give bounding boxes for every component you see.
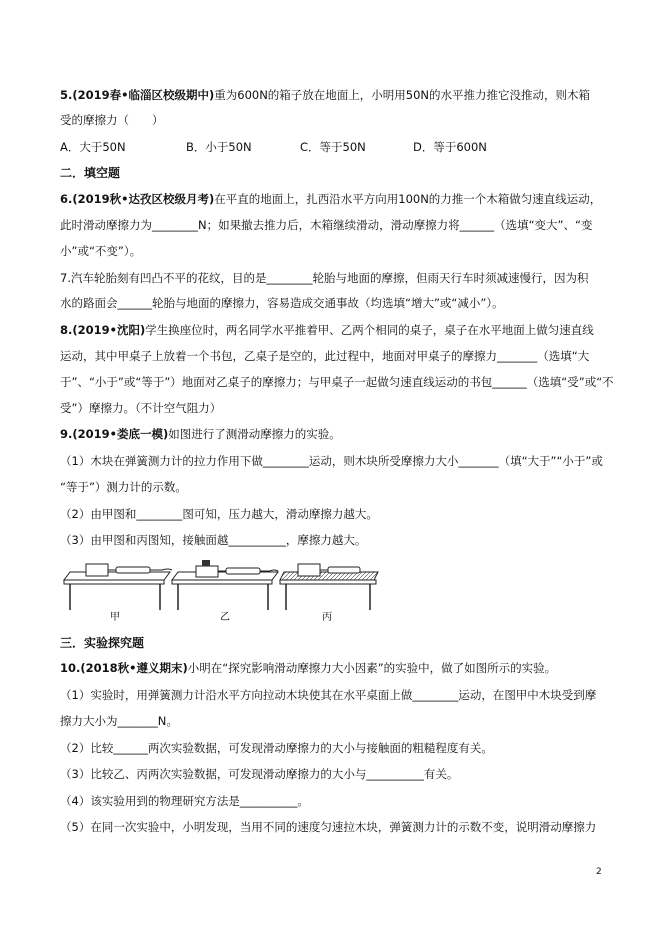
q9-line1 xyxy=(60,427,341,441)
q8-line2: 运动，其中甲桌子上放着一个书包，乙桌子是空的，此过程中，地面对甲桌子的摩擦力_______（选填“大 xyxy=(60,349,590,363)
q10-line1 xyxy=(60,661,556,675)
q5-text: 重为600N的箱子放在地面上，小明用50N的水平推力推它没推动，则木箱 xyxy=(214,88,591,102)
q7-line2: 水的路面会______轮胎与地面的摩擦力，容易造成交通事故（均选填“增大”或“减小”）。 xyxy=(60,296,504,310)
q6-line3: 小”或“不变”）。 xyxy=(60,244,142,258)
wood-block-jia xyxy=(86,564,108,576)
q10-number: 10. xyxy=(60,661,81,675)
q6-source: (2019秋•达孜区校级月考) xyxy=(72,192,215,206)
q9-line3: “等于”）测力计的示数。 xyxy=(60,480,187,494)
q5-source: (2019春•临淄区校级期中) xyxy=(72,88,215,102)
panel-bing-setup xyxy=(280,564,378,610)
q9-line5: （3）由甲图和丙图知，接触面越__________，摩擦力越大。 xyxy=(60,533,367,547)
wood-block-yi xyxy=(196,566,218,577)
q5-number: 5. xyxy=(60,88,73,102)
figure-label-jia: 甲 xyxy=(110,612,120,623)
q9-source: (2019•娄底一模) xyxy=(72,427,169,441)
q5-line1 xyxy=(60,88,590,102)
q10-line2: （1）实验时，用弹簧测力计沿水平方向拉动木块使其在水平桌面上做________运动，在图甲中木块受到摩 xyxy=(60,688,597,702)
q8-text: 学生换座位时，两名同学水平推着甲、乙两个相同的桌子，桌子在水平地面上做匀速直线 xyxy=(145,323,594,337)
q6-number: 6. xyxy=(60,192,73,206)
q10-line6: （4）该实验用到的物理研究方法是__________。 xyxy=(60,794,309,808)
q8-source: (2019•沈阳) xyxy=(72,323,146,337)
section-fill-in-title: 二．填空题 xyxy=(60,166,121,180)
panel-yi-setup xyxy=(172,560,278,610)
spring-scale-yi xyxy=(226,568,260,574)
spring-scale-bing xyxy=(328,567,360,573)
q5-option-d: D．等于600N xyxy=(413,140,487,154)
figure-label-bing: 丙 xyxy=(322,612,332,623)
q10-text: 小明在“探究影响滑动摩擦力大小因素”的实验中，做了如图所示的实验。 xyxy=(187,661,557,675)
q10-source: (2018秋•遵义期末) xyxy=(80,661,188,675)
q6-text: 在平直的地面上，扎西沿水平方向用100N的力推一个木箱做匀速直线运动， xyxy=(214,192,602,206)
q10-line7: （5）在同一次实验中，小明发现，当用不同的速度匀速拉木块，弹簧测力计的示数不变，说明滑动摩擦力 xyxy=(60,820,597,834)
q8-number: 8. xyxy=(60,323,73,337)
wood-block-bing xyxy=(298,564,320,576)
section-experiment-title: 三．实验探究题 xyxy=(60,636,145,650)
q10-line4: （2）比较______两次实验数据，可发现滑动摩擦力的大小与接触面的粗糙程度有关。 xyxy=(60,741,493,755)
panel-jia-setup xyxy=(64,564,172,610)
q6-line1 xyxy=(60,192,601,206)
q5-option-c: C．等于50N xyxy=(300,140,366,154)
q5-option-a: A．大于50N xyxy=(60,140,126,154)
spring-scale-jia xyxy=(116,567,150,573)
q5-line2: 受的摩擦力（ ） xyxy=(60,113,164,127)
q6-line2: 此时滑动摩擦力为________N；如果撤去推力后，木箱继续滑动，滑动摩擦力将______（选填“变大”、“变 xyxy=(60,218,593,232)
q10-line3: 擦力大小为_______N。 xyxy=(60,714,178,728)
q7-line1: 7.汽车轮胎刻有凹凸不平的花纹，目的是________轮胎与地面的摩擦，但雨天行车时须减速慢行，因为积 xyxy=(60,271,589,285)
q9-line2: （1）木块在弹簧测力计的拉力作用下做________运动，则木块所受摩擦力大小_______（填“大于”“小于”或 xyxy=(60,454,603,468)
q9-number: 9. xyxy=(60,427,73,441)
q8-line4: 受”）摩擦力。（不计空气阻力） xyxy=(60,401,222,415)
q10-line5: （3）比较乙、丙两次实验数据，可发现滑动摩擦力的大小与__________有关。 xyxy=(60,767,459,781)
page-number: 2 xyxy=(596,867,602,877)
q9-line4: （2）由甲图和________图可知，压力越大，滑动摩擦力越大。 xyxy=(60,507,378,521)
q8-line3: 于”、“小于”或“等于”）地面对乙桌子的摩擦力；与甲桌子一起做匀速直线运动的书包______（选填“受”或“不 xyxy=(60,375,614,389)
friction-experiment-figure xyxy=(60,558,380,624)
weight-yi xyxy=(202,560,210,566)
figure-label-yi: 乙 xyxy=(220,612,230,623)
q8-line1 xyxy=(60,323,594,337)
q5-option-b: B．小于50N xyxy=(186,140,252,154)
q9-text: 如图进行了测滑动摩擦力的实验。 xyxy=(168,427,341,441)
